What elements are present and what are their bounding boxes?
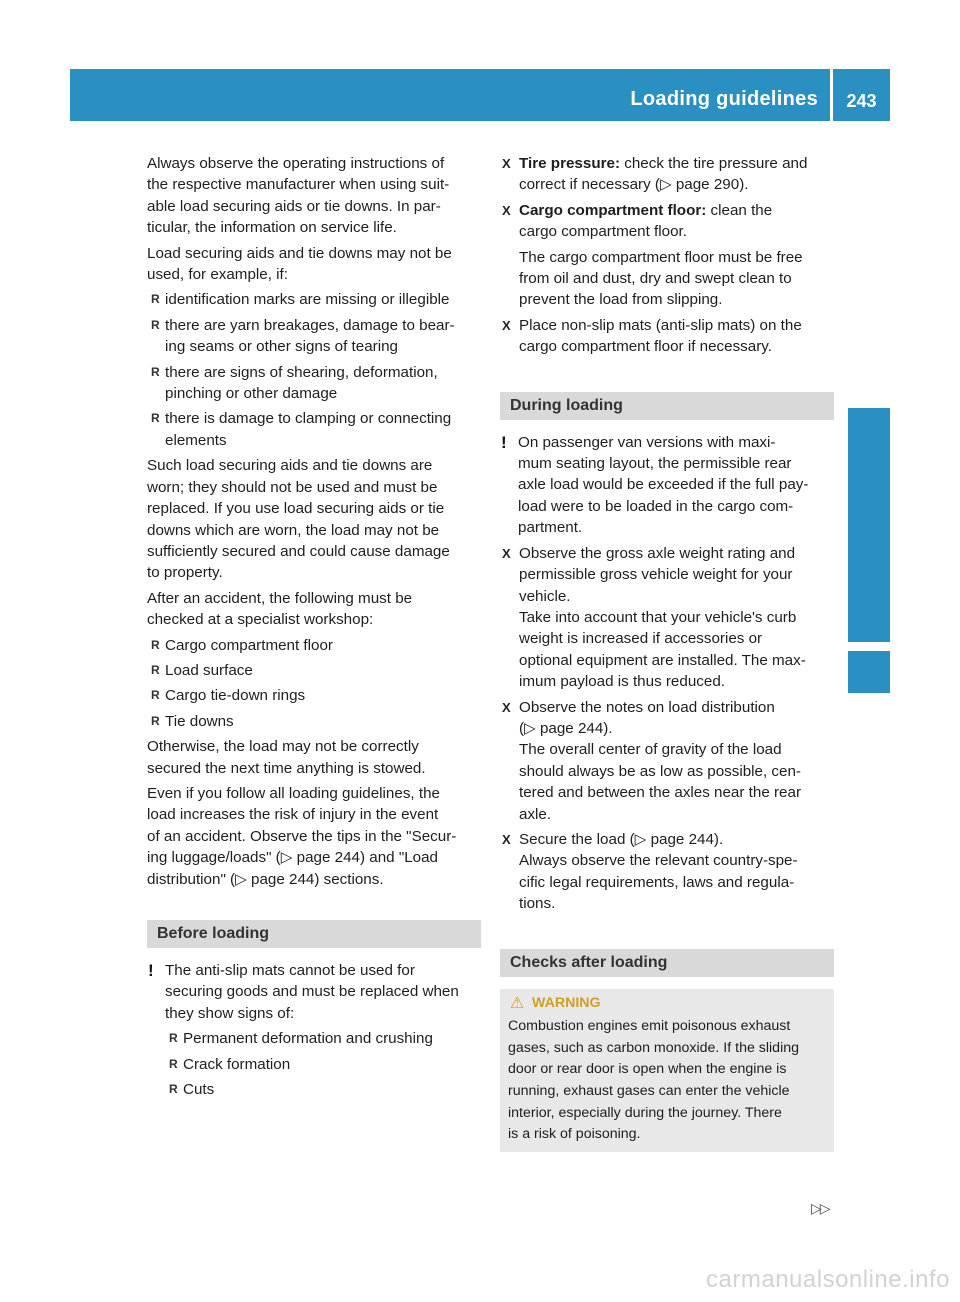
list-item: R Cuts [147, 1079, 481, 1100]
intro-paragraph: Always observe the operating instructions of the respective manufacturer when using suit- able load securing aids or tie downs. In par- ticular, the information on service life. [147, 155, 450, 237]
list-item: R identification marks are missing or illegible [147, 289, 481, 310]
step-detail: The cargo compartment floor must be free from oil and dust, dry and swept clean to prevent the load from slipping. [519, 248, 803, 309]
section-heading-during-loading: During loading [500, 392, 834, 420]
warning-title: ⚠ WARNING [508, 993, 826, 1015]
even-if-paragraph: Even if you follow all loading guidelines, the load increases the risk of injury in the event of an accident. Observe the tips in the "Secur- ing luggage/loads" (▷ page 244) and "Load distribution" (▷ page 244) sections. [147, 784, 457, 888]
step-load-distribution: X Observe the notes on load distribution (▷ page 244). The overall center of gravity of the load should always be as low as possible, cen- tered and between the axles near the rear axle. [502, 698, 801, 823]
warning-triangle-icon: ⚠ [510, 994, 525, 1012]
step-cargo-floor: X Cargo compartment floor: clean the cargo compartment floor. The cargo compartment floor must be free from oil and dust, dry and swept clean to prevent the load from slipping. [500, 200, 834, 311]
step-tire-pressure: X Tire pressure: check the tire pressure and correct if necessary (▷ page 290). [502, 155, 808, 194]
page-number: 243 [846, 91, 877, 111]
right-column [500, 153, 834, 1152]
section-heading-before-loading: Before loading [147, 920, 481, 948]
warning-box: ⚠ WARNING Combustion engines emit poisonous exhaust gases, such as carbon monoxide. If the sliding door or rear door is open when the engine is running, exhaust gases can enter the vehicle interior, especially during the journey. There is a risk of poisoning. [500, 989, 834, 1152]
watermark: carmanualsonline.info [706, 1266, 950, 1293]
notice-note: ! On passenger van versions with maxi- mum seating layout, the permissible rear axle load would be exceeded if the full pay- load were to be loaded in the cargo com- partment. [501, 432, 809, 537]
exclamation-icon: ! [148, 961, 154, 980]
side-tab-label: Transporting loads [857, 427, 880, 623]
list-item: R there are yarn breakages, damage to bear- ing seams or other signs of tearing [147, 315, 481, 358]
step-gross-weight: X Observe the gross axle weight rating and permissible gross vehicle weight for your vehicle. Take into account that your vehicle's curb weight is increased if accessories or optional equipment are installed. The max- imum payload is thus reduced. [502, 544, 806, 691]
after-accident-paragraph: After an accident, the following must be checked at a specialist workshop: [147, 589, 413, 629]
list-item: R there is damage to clamping or connecting elements [147, 408, 481, 451]
step-arrow-icon: X [502, 831, 511, 847]
not-used-paragraph: Load securing aids and tie downs may not be used, for example, if: [147, 244, 452, 284]
left-column [147, 153, 481, 1104]
page-title: Loading guidelines [630, 88, 818, 110]
list-item: R Crack formation [147, 1054, 481, 1075]
list-item: R Load surface [147, 660, 481, 681]
list-item: R Cargo compartment floor [147, 635, 481, 656]
step-arrow-icon: X [502, 545, 511, 561]
exclamation-icon: ! [501, 432, 507, 452]
step-arrow-icon: X [502, 156, 511, 171]
step-secure-load: X Secure the load (▷ page 244). Always observe the relevant country-spe- cific legal requirements, laws and regula- tions. [502, 830, 798, 913]
otherwise-paragraph: Otherwise, the load may not be correctly secured the next time anything is stowed. [147, 738, 426, 777]
worn-paragraph: Such load securing aids and tie downs are worn; they should not be used and must be replaced. If you use load securing aids or tie downs which are worn, the load may not be sufficiently secured and could cause damage to property. [147, 457, 450, 582]
list-item: R Tie downs [147, 711, 481, 732]
step-arrow-icon: X [502, 202, 511, 218]
side-tab-marker [848, 651, 890, 693]
notice-note: ! The anti-slip mats cannot be used for securing goods and must be replaced when they show signs of: [148, 961, 459, 1022]
step-arrow-icon: X [502, 317, 511, 333]
step-arrow-icon: X [502, 699, 511, 715]
step-non-slip-mats: X Place non-slip mats (anti-slip mats) on the cargo compartment floor if necessary. [502, 316, 802, 356]
continue-arrows-icon: ▷▷ [811, 1200, 829, 1216]
list-item: R Cargo tie-down rings [147, 685, 481, 706]
list-item: R Permanent deformation and crushing [147, 1028, 481, 1049]
list-item: R there are signs of shearing, deformation, pinching or other damage [147, 362, 481, 405]
section-heading-checks-after-loading: Checks after loading [500, 949, 834, 977]
